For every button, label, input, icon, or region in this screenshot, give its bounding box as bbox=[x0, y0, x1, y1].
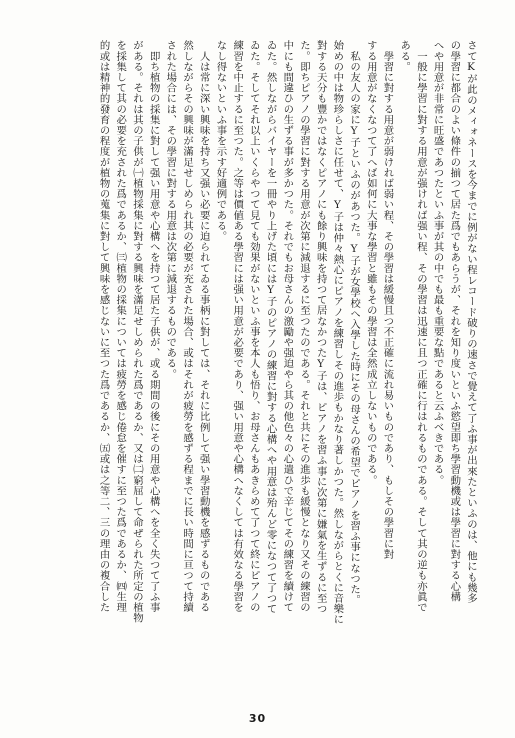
text-line: された場合には、その學習に對する用意は次第に減退するものである。 bbox=[164, 40, 177, 380]
text-line: 然しながらその興味が滿足せしめられ其の必要が充された場合、或はそれが疲勞を感ずる程までに長い時間に亘つて持續 bbox=[181, 40, 194, 613]
text-line: た。即ちピアノの學習に對する用意が次第に減退するに至つたのである。それと共にその進歩も緩慢となり又その練習の bbox=[297, 40, 310, 613]
text-line: ゐた。然しながらバイヤーを一冊やり上げた頃にはY子のピアノの練習に對する心構へや用意は殆んど零になつて了つて bbox=[264, 40, 277, 614]
text-line: 始めの中は物珍らしさに任せて、Y子は仲々熱心にピアノを練習しその進歩もかなり著しかつた。然しながらとくに音樂に bbox=[331, 40, 344, 625]
text-line: 一般に學習に對する用意が强ければ强い程、その學習は迅速に且つ正確に行はれるものである。そして其の逆も亦眞で bbox=[414, 50, 427, 613]
text-line: さてKが此のメィォネースを今までに例がない程レコード破りの速さで覺えて了ふ事が出來たといふのは、他にも幾多 bbox=[465, 40, 477, 604]
text-line: 人は常に深い興味を持ち又强い必要に迫られてゐる事柄に對しては、それに比例して强い學習動機を感ずるものである bbox=[197, 50, 210, 613]
body-text bbox=[29, 40, 479, 700]
text-line: 的或は精神的發育の程度が植物の蒐集に對して興味を感じないに至つた爲であるか、㈤或は之等二、三の理由の複合した bbox=[97, 40, 110, 613]
text-line: ゐた。そしてそれ以上いくらやつて見ても効果がないといふ事を本人も悟り、お母さんもあきらめて了つて終にピアノの bbox=[247, 40, 260, 613]
text-line: がある。それは其の子供が㈠植物採集に對する興味を滿足せしめられた爲であるか、又は㈡窮屈して命ぜられた所定の植物 bbox=[130, 40, 143, 623]
text-line: 中にも間違ひの生ずる事が多かつた。それでもお母さんの激勵や强迫やら其の他色々の心遣ひで辛じてその練習を續けて bbox=[281, 40, 294, 613]
text-line: 對する天分も豐かではなくピアノにも餘り興味を持つて居なかつたY子は、ピアノを習ふ事に次第に嫌氣を生ずるに至つ bbox=[314, 40, 327, 614]
text-line: 學習に對する用意が弱ければ弱い程、その學習は緩慢且つ不正確に流れ易いものであり、もしその學習に對 bbox=[381, 50, 394, 560]
text-line: へや用意が非常に旺盛であつたといふ事が其の中でも最も重要な點であると云ふべきである。 bbox=[431, 40, 444, 486]
text-line: を採集して其の必要を充された爲であるか、㈢植物の採集については疲勞を感じ倦怠を催すに至つた爲であるか、㈣生理 bbox=[114, 40, 127, 613]
text-line: なし得ないといふ事を示す好適例である。 bbox=[214, 40, 227, 242]
text-line: 練習を中止するに至つた。之等は價値ある學習には强い用意が必要であり、强い用意や心構へなくしては有效なる學習を bbox=[231, 40, 244, 613]
text-line: する用意がなくなつて了へば如何に大事な學習と雖もその學習は全然成立しないものである。 bbox=[364, 40, 377, 486]
text-line: 私の友人の家にY子といふのがあつた。Y子が女學校へ入學した時にその母さんの希望でピアノを習ふ事になつた。 bbox=[348, 50, 361, 606]
text-line: ある。 bbox=[398, 40, 411, 72]
page-number: 30 bbox=[248, 712, 267, 725]
text-line: の學習に都合のよい條件の揃つて居た爲でもあらうが、それを知り度いといふ慾望即ち學習動機或は學習に對する心構 bbox=[448, 40, 461, 602]
text-line: 即ち植物の採集に對して强い用意や心構へを持つて居た子供が、或る期間の後にその用意や心構へを全く失つて了ふ事 bbox=[147, 50, 160, 613]
